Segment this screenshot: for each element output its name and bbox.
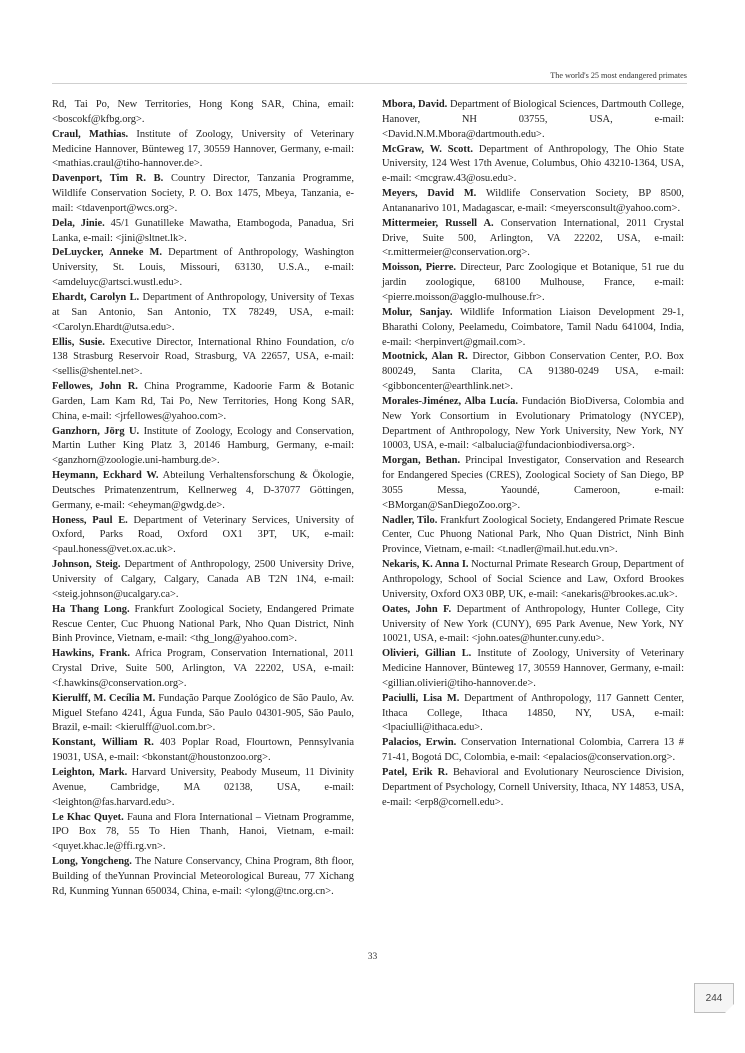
contributor-name: Honess, Paul E. xyxy=(52,514,128,526)
contributor-name: Leighton, Mark. xyxy=(52,766,128,778)
contributor-entry xyxy=(52,98,354,128)
contributor-name: Kierulff, M. Cecília M. xyxy=(52,692,156,704)
contributor-affiliation: Executive Director, International Rhino Foundation, c/o 138 Strasburg Reservoir Road, Strasburg, VA 22657, USA, e-mail: <sellis@shentel.net>. xyxy=(52,336,354,378)
contributor-affiliation: Harvard University, Peabody Museum, 11 Divinity Avenue, Cambridge, MA 02138, USA, e-mail: <leighton@fas.harvard.edu>. xyxy=(52,766,355,808)
contributor-name: Ganzhorn, Jörg U. xyxy=(52,425,140,437)
contributor-entry xyxy=(382,395,684,454)
contributor-affiliation: Wildlife Conservation Society, BP 8500, Antananarivo 101, Madagascar, e-mail: <meyersconsult@yahoo.com>. xyxy=(382,188,685,214)
contributor-name: DeLuycker, Anneke M. xyxy=(52,247,162,259)
contributor-name: Long, Yongcheng. xyxy=(52,856,132,868)
contributor-affiliation: Fauna and Flora International – Vietnam Programme, IPO Box 78, 55 To Hien Thanh, Hanoi, Vietnam, e-mail: <quyet.khac.le@ffi.rg.vn>. xyxy=(52,811,354,853)
contributor-affiliation: Department of Anthropology, Washington University, St. Louis, Missouri, 63130, U.S.A., e-mail: <amdeluyc@artsci.wustl.edu>. xyxy=(52,247,355,289)
page-stamp: 244 xyxy=(694,983,734,1013)
contributor-affiliation: Frankfurt Zoological Society, Endangered Primate Rescue Center, Cuc Phuong National Park, Nho Quan District, Ninh Binh Province, Vietnam, e-mail: <t.nadler@mail.hut.edu.vn>. xyxy=(382,514,685,556)
contributor-affiliation: Behavioral and Evolutionary Neuroscience Division, Department of Psychology, Cornell University, Ithaca, NY 14853, USA, e-mail: <erp8@cornell.edu>. xyxy=(382,766,685,808)
contributor-name: Mootnick, Alan R. xyxy=(382,351,468,363)
contributor-entry xyxy=(382,514,684,559)
contributor-name: Ha Thang Long. xyxy=(52,603,130,615)
contributor-affiliation: Abteilung Verhaltensforschung & Ökologie, Deutsches Primatenzentrum, Kellnerweg 4, D-37077 Göttingen, Germany, e-mail: <eheyman@gwdg.de>. xyxy=(52,470,354,511)
contributor-affiliation: 403 Poplar Road, Flourtown, Pennsylvania 19031, USA, e-mail: <bkonstant@houstonzoo.org>. xyxy=(52,737,354,764)
contributor-name: Palacios, Erwin. xyxy=(382,737,457,749)
contributor-name: Paciulli, Lisa M. xyxy=(382,692,460,704)
contributor-entry xyxy=(52,217,354,247)
contributor-entry xyxy=(382,603,684,648)
contributor-entry xyxy=(382,692,684,737)
contributor-affiliation: Director, Gibbon Conservation Center, P.O. Box 800249, Santa Clarita, CA 91380-0249 USA, e-mail: <gibboncenter@earthlink.net>. xyxy=(382,351,685,393)
contributor-affiliation: Nocturnal Primate Research Group, Department of Anthropology, School of Social Science and Law, Oxford Brookes University, Oxford OX3 0BP, UK, e-mail: <anekaris@brookes.ac.uk>. xyxy=(382,559,684,600)
contributor-name: Davenport, Tim R. B. xyxy=(52,173,164,185)
contributor-name: Craul, Mathias. xyxy=(52,128,129,140)
running-header: The world's 25 most endangered primates xyxy=(550,71,687,80)
contributor-name: Moisson, Pierre. xyxy=(382,262,457,274)
contributor-affiliation: Directeur, Parc Zoologique et Botanique, 51 rue du jardin zoologique, 68100 Mulhouse, France, e-mail: <pierre.moisson@agglo-mulhouse.fr>. xyxy=(382,262,684,303)
contributor-name: Mittermeier, Russell A. xyxy=(382,217,494,229)
contributor-name: Nekaris, K. Anna I. xyxy=(382,559,469,571)
contributor-affiliation: Rd, Tai Po, New Territories, Hong Kong SAR, China, email: <boscokf@kfbg.org>. xyxy=(52,99,354,125)
contributor-entry xyxy=(52,336,354,381)
contributor-entry xyxy=(382,306,684,351)
contributor-name: Le Khac Quyet. xyxy=(52,811,124,823)
contributor-entry xyxy=(52,128,354,173)
contributor-affiliation: Country Director, Tanzania Programme, Wildlife Conservation Society, P. O. Box 1475, Mbeya, Tanzania, e-mail: <tdavenport@wcs.org>. xyxy=(52,173,354,214)
contributor-entry xyxy=(382,217,684,262)
contributor-affiliation: Frankfurt Zoological Society, Endangered Primate Rescue Center, Cuc Phuong National Park, Nho Quan District, Ninh Binh Province, Vietnam, e-mail: <thg_long@yahoo.com>. xyxy=(52,603,354,645)
contributor-affiliation: Fundação Parque Zoológico de São Paulo, Av. Miguel Stefano 4241, Água Funda, São Paulo 04301-905, São Paulo, Brazil, e-mail: <kierulff@uol.com.br>. xyxy=(52,692,354,734)
contributor-entry xyxy=(52,855,354,900)
contributor-affiliation: Institute of Zoology, Ecology and Conservation, Martin Luther King Platz 3, 20146 Hamburg, Germany, e-mail: <ganzhorn@zoologie.uni-hamburg.de>. xyxy=(52,425,355,467)
contributor-affiliation: Fundación BioDiversa, Colombia and New York Consortium in Evolutionary Primatology (NYCEP), Department of Anthropology, New York University, New York, NY 10003, USA, e-mail: <albalucia@fundacionbiodiversa.org>. xyxy=(382,395,684,452)
contributor-entry xyxy=(382,350,684,395)
contributor-affiliation: Department of Biological Sciences, Dartmouth College, Hanover, NH 03755, USA, e-mail: <David.N.M.Mbora@dartmouth.edu>. xyxy=(382,99,685,140)
contributor-entry xyxy=(382,454,684,513)
contributor-affiliation: Conservation International Colombia, Carrera 13 # 71-41, Bogotá DC, Colombia, e-mail: <epalacios@conservation.org>. xyxy=(382,737,684,764)
contributor-entry xyxy=(52,736,354,766)
contributor-affiliation: Institute of Zoology, University of Veterinary Medicine Hannover, Bünteweg 17, 30559 Hannover, Germany, e-mail: <mathias.craul@tiho-hannover.de>. xyxy=(52,128,355,170)
contributor-affiliation: Conservation International, 2011 Crystal Drive, Suite 500, Arlington, VA 22202, USA, e-mail: <r.mittermeier@conservation.org>. xyxy=(382,217,684,259)
contributor-affiliation: The Nature Conservancy, China Program, 8th floor, Building of theYunnan Provincial Meteorological Bureau, 77 Xichang Rd, Kunming Yunnan 650034, China, e-mail: <ylong@tnc.org.cn>. xyxy=(52,856,354,897)
contributor-name: Ehardt, Carolyn L. xyxy=(52,291,140,303)
contributor-name: McGraw, W. Scott. xyxy=(382,143,473,155)
contributor-entry xyxy=(52,647,354,692)
contributor-affiliation: Principal Investigator, Conservation and Research for Endangered Species (CRES), Zoological Society of San Diego, BP 3055 Messa, Yaoundé, Cameroon, e-mail: <BMorgan@SanDiegoZoo.org>. xyxy=(382,455,685,511)
contributor-name: Nadler, Tilo. xyxy=(382,514,438,526)
contributor-name: Patel, Erik R. xyxy=(382,766,448,778)
left-column xyxy=(52,98,354,900)
contributor-name: Heymann, Eckhard W. xyxy=(52,470,159,482)
contributor-name: Mbora, David. xyxy=(382,99,448,110)
contributor-name: Dela, Jinie. xyxy=(52,217,105,229)
contributor-entry xyxy=(52,291,354,336)
contributor-name: Hawkins, Frank. xyxy=(52,648,130,660)
contributor-entry xyxy=(52,811,354,856)
contributor-entry xyxy=(52,425,354,470)
contributor-entry xyxy=(52,514,354,559)
contributor-entry xyxy=(52,766,354,811)
contributor-affiliation: Department of Anthropology, Hunter College, City University of New York (CUNY), 695 Park Avenue, New York, NY 10021, USA, e-mail: <john.oates@hunter.cuny.edu>. xyxy=(382,603,684,645)
contributor-affiliation: China Programme, Kadoorie Farm & Botanic Garden, Lam Kam Rd, Tai Po, New Territories, Hong Kong SAR, China, e-mail: <jrfellowes@yahoo.com>. xyxy=(52,381,354,422)
contributor-affiliation: Africa Program, Conservation International, 2011 Crystal Drive, Suite 500, Arlington, VA 22202, USA, e-mail: <f.hawkins@conservation.org>. xyxy=(52,648,354,689)
contributor-entry xyxy=(382,98,684,143)
right-column xyxy=(382,98,684,811)
contributor-name: Meyers, David M. xyxy=(382,188,477,200)
contributor-entry xyxy=(52,172,354,217)
contributor-name: Olivieri, Gillian L. xyxy=(382,648,472,660)
contributor-entry xyxy=(52,246,354,291)
contributor-entry xyxy=(382,647,684,692)
contributor-name: Konstant, William R. xyxy=(52,737,154,749)
contributor-name: Fellowes, John R. xyxy=(52,381,138,393)
contributor-affiliation: Department of Anthropology, 2500 University Drive, University of Calgary, Calgary, Canada AB T2N 1N4, e-mail: <steig.johnson@ucalgary.ca>. xyxy=(52,559,354,600)
contributor-entry xyxy=(52,603,354,648)
contributor-entry xyxy=(382,558,684,603)
contributor-name: Johnson, Steig. xyxy=(52,559,121,571)
contributor-affiliation: Department of Anthropology, University of Texas at San Antonio, San Antonio, TX 78249, USA, e-mail: <Carolyn.Ehardt@utsa.edu>. xyxy=(52,291,355,333)
contributor-entry xyxy=(52,380,354,425)
contributor-affiliation: Department of Veterinary Services, University of Oxford, Parks Road, Oxford OX1 3PT, UK, e-mail: <paul.honess@vet.ox.ac.uk>. xyxy=(52,514,355,556)
contributor-entry xyxy=(52,469,354,514)
contributor-entry xyxy=(52,558,354,603)
contributor-entry xyxy=(382,187,684,217)
contributor-affiliation: Department of Anthropology, The Ohio State University, 124 West 17th Avenue, Columbus, Ohio 43210-1364, USA, e-mail: <mcgraw.43@osu.edu>. xyxy=(382,143,684,185)
contributor-name: Morgan, Bethan. xyxy=(382,455,461,467)
contributor-name: Oates, John F. xyxy=(382,603,452,615)
contributor-entry xyxy=(382,766,684,811)
contributor-affiliation: Department of Anthropology, 117 Gannett Center, Ithaca College, Ithaca 14850, NY, USA, e-mail: <lpaciulli@ithaca.edu>. xyxy=(382,692,685,734)
contributor-name: Molur, Sanjay. xyxy=(382,306,453,318)
header-divider xyxy=(52,83,687,84)
contributor-entry xyxy=(382,143,684,188)
page-number: 33 xyxy=(367,952,378,962)
contributor-name: Morales-Jiménez, Alba Lucía. xyxy=(382,395,518,407)
contributor-name: Ellis, Susie. xyxy=(52,336,105,348)
contributor-affiliation: 45/1 Gunatilleke Mawatha, Etambogoda, Panadua, Sri Lanka, e-mail: <jini@sltnet.lk>. xyxy=(52,217,354,244)
contributor-entry xyxy=(382,736,684,766)
contributor-entry xyxy=(52,692,354,737)
contributor-entry xyxy=(382,261,684,306)
contributor-affiliation: Wildlife Information Liaison Development 29-1, Bharathi Colony, Peelamedu, Coimbatore, Tamil Nadu 641004, India, e-mail: <herpinvert@gmail.com>. xyxy=(382,306,684,348)
contributor-affiliation: Institute of Zoology, University of Veterinary Medicine Hannover, Bünteweg 17, 30559 Hannover, Germany, e-mail: <gillian.olivieri@tiho-hannover.de>. xyxy=(382,648,684,689)
